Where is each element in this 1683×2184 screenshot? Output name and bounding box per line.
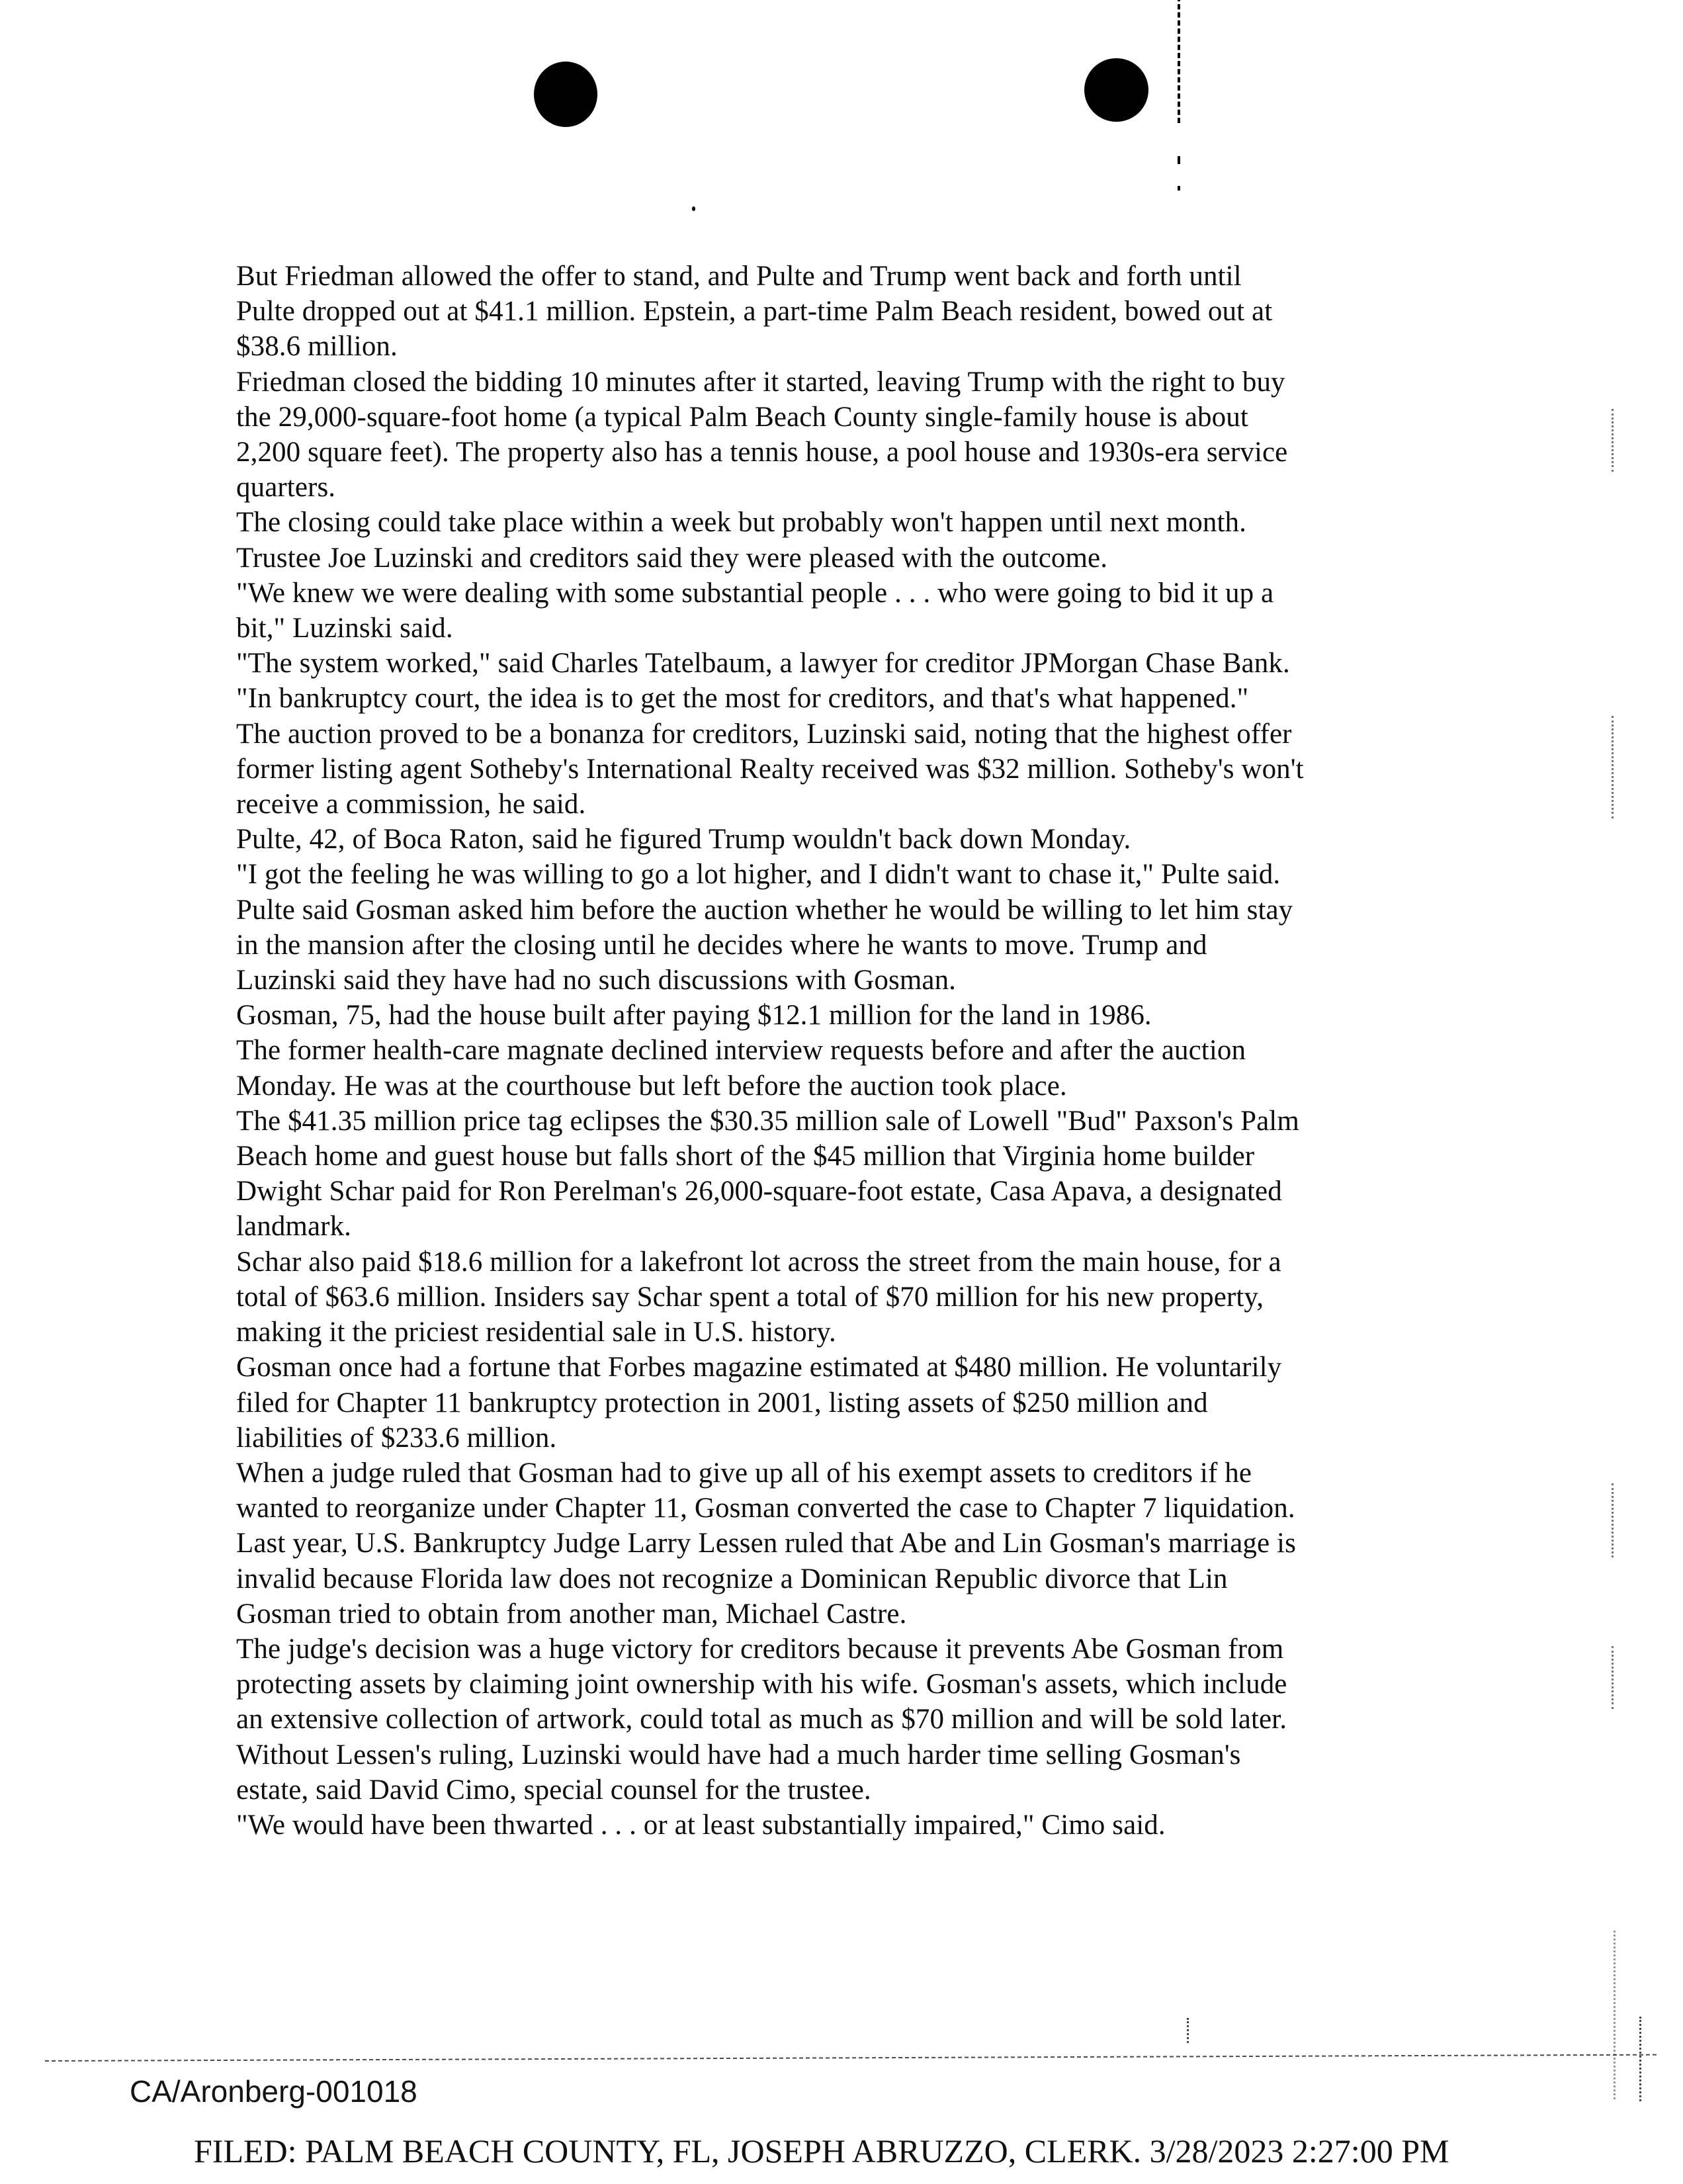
scan-artifact-streak: [1639, 2017, 1641, 2101]
text-line: receive a commission, he said.: [236, 789, 586, 820]
hole-punch-left-icon: [534, 62, 597, 127]
scan-artifact-dash-line: [1178, 0, 1180, 123]
text-line: Schar also paid $18.6 million for a lakefront lot across the street from the main house, for a: [236, 1246, 1281, 1278]
text-line: Luzinski said they have had no such discussions with Gosman.: [236, 965, 957, 996]
scan-artifact-streak: [1612, 1646, 1614, 1709]
text-line: The former health-care magnate declined interview requests before and after the auction: [236, 1035, 1246, 1067]
text-line: bit," Luzinski said.: [236, 613, 453, 644]
text-line: Pulte, 42, of Boca Raton, said he figured Trump wouldn't back down Monday.: [236, 824, 1131, 855]
text-line: wanted to reorganize under Chapter 11, Gosman converted the case to Chapter 7 liquidation.: [236, 1493, 1295, 1524]
text-line: an extensive collection of artwork, could total as much as $70 million and will be sold later.: [236, 1704, 1287, 1735]
text-line: Last year, U.S. Bankruptcy Judge Larry Lessen ruled that Abe and Lin Gosman's marriage is: [236, 1528, 1296, 1559]
scan-artifact-streak: [1187, 2018, 1189, 2043]
text-line: "We would have been thwarted . . . or at least substantially impaired," Cimo said.: [236, 1809, 1166, 1841]
filed-stamp: FILED: PALM BEACH COUNTY, FL, JOSEPH ABRUZZO, CLERK. 3/28/2023 2:27:00 PM: [194, 2132, 1449, 2169]
text-line: Gosman tried to obtain from another man, Michael Castre.: [236, 1598, 907, 1630]
scan-artifact-speck: [692, 206, 695, 211]
text-line: filed for Chapter 11 bankruptcy protection in 2001, listing assets of $250 million and: [236, 1387, 1208, 1419]
text-line: Dwight Schar paid for Ron Perelman's 26,000-square-foot estate, Casa Apava, a designated: [236, 1176, 1282, 1207]
text-line: estate, said David Cimo, special counsel for the trustee.: [236, 1774, 871, 1806]
text-line: But Friedman allowed the offer to stand, and Pulte and Trump went back and forth until: [236, 261, 1242, 292]
text-line: liabilities of $233.6 million.: [236, 1422, 557, 1454]
text-line: Trustee Joe Luzinski and creditors said they were pleased with the outcome.: [236, 542, 1108, 574]
text-line: The auction proved to be a bonanza for creditors, Luzinski said, noting that the highest offer: [236, 718, 1292, 750]
body-text: [236, 259, 1467, 1843]
text-line: protecting assets by claiming joint ownership with his wife. Gosman's assets, which include: [236, 1669, 1287, 1700]
text-line: landmark.: [236, 1211, 352, 1243]
text-line: $38.6 million.: [236, 331, 398, 363]
scan-artifact-streak: [1612, 716, 1614, 818]
hole-punch-right-icon: [1084, 58, 1148, 122]
bates-number: CA/Aronberg-001018: [130, 2074, 417, 2109]
text-line: former listing agent Sotheby's International Realty received was $32 million. Sotheby's won't: [236, 753, 1304, 785]
text-line: Monday. He was at the courthouse but left before the auction took place.: [236, 1070, 1067, 1102]
text-line: Gosman once had a fortune that Forbes magazine estimated at $480 million. He voluntarily: [236, 1352, 1282, 1383]
text-line: "We knew we were dealing with some substantial people . . . who were going to bid it up a: [236, 577, 1274, 609]
scan-artifact-dot: [1178, 186, 1180, 191]
text-line: Pulte said Gosman asked him before the auction whether he would be willing to let him stay: [236, 894, 1293, 926]
text-line: The judge's decision was a huge victory for creditors because it prevents Abe Gosman from: [236, 1633, 1284, 1665]
scan-artifact-noise-line: [45, 2054, 1657, 2062]
text-line: Gosman, 75, had the house built after paying $12.1 million for the land in 1986.: [236, 1000, 1152, 1031]
scan-artifact-dot: [1178, 156, 1180, 164]
text-line: total of $63.6 million. Insiders say Schar spent a total of $70 million for his new property,: [236, 1281, 1264, 1313]
text-line: When a judge ruled that Gosman had to give up all of his exempt assets to creditors if he: [236, 1457, 1252, 1489]
scan-artifact-streak: [1614, 1931, 1616, 2099]
text-line: The closing could take place within a week but probably won't happen until next month.: [236, 507, 1246, 539]
text-line: quarters.: [236, 472, 336, 503]
text-line: Friedman closed the bidding 10 minutes after it started, leaving Trump with the right to buy: [236, 366, 1285, 398]
text-line: the 29,000-square-foot home (a typical Palm Beach County single-family house is about: [236, 401, 1248, 433]
text-line: The $41.35 million price tag eclipses the $30.35 million sale of Lowell "Bud" Paxson's Palm: [236, 1105, 1299, 1137]
scan-artifact-streak: [1612, 409, 1614, 472]
text-line: Without Lessen's ruling, Luzinski would have had a much harder time selling Gosman's: [236, 1739, 1241, 1770]
text-line: in the mansion after the closing until he decides where he wants to move. Trump and: [236, 929, 1207, 961]
text-line: "The system worked," said Charles Tatelbaum, a lawyer for creditor JPMorgan Chase Bank.: [236, 648, 1290, 679]
scan-artifact-streak: [1612, 1483, 1614, 1557]
text-line: 2,200 square feet). The property also has a tennis house, a pool house and 1930s-era service: [236, 437, 1288, 468]
text-line: invalid because Florida law does not recognize a Dominican Republic divorce that Lin: [236, 1563, 1228, 1594]
text-line: Pulte dropped out at $41.1 million. Epstein, a part-time Palm Beach resident, bowed out at: [236, 296, 1273, 328]
text-line: "In bankruptcy court, the idea is to get the most for creditors, and that's what happened.": [236, 683, 1249, 715]
text-line: "I got the feeling he was willing to go a lot higher, and I didn't want to chase it," Pulte said.: [236, 859, 1281, 891]
text-line: making it the priciest residential sale in U.S. history.: [236, 1317, 836, 1348]
text-line: Beach home and guest house but falls short of the $45 million that Virginia home builder: [236, 1141, 1255, 1172]
